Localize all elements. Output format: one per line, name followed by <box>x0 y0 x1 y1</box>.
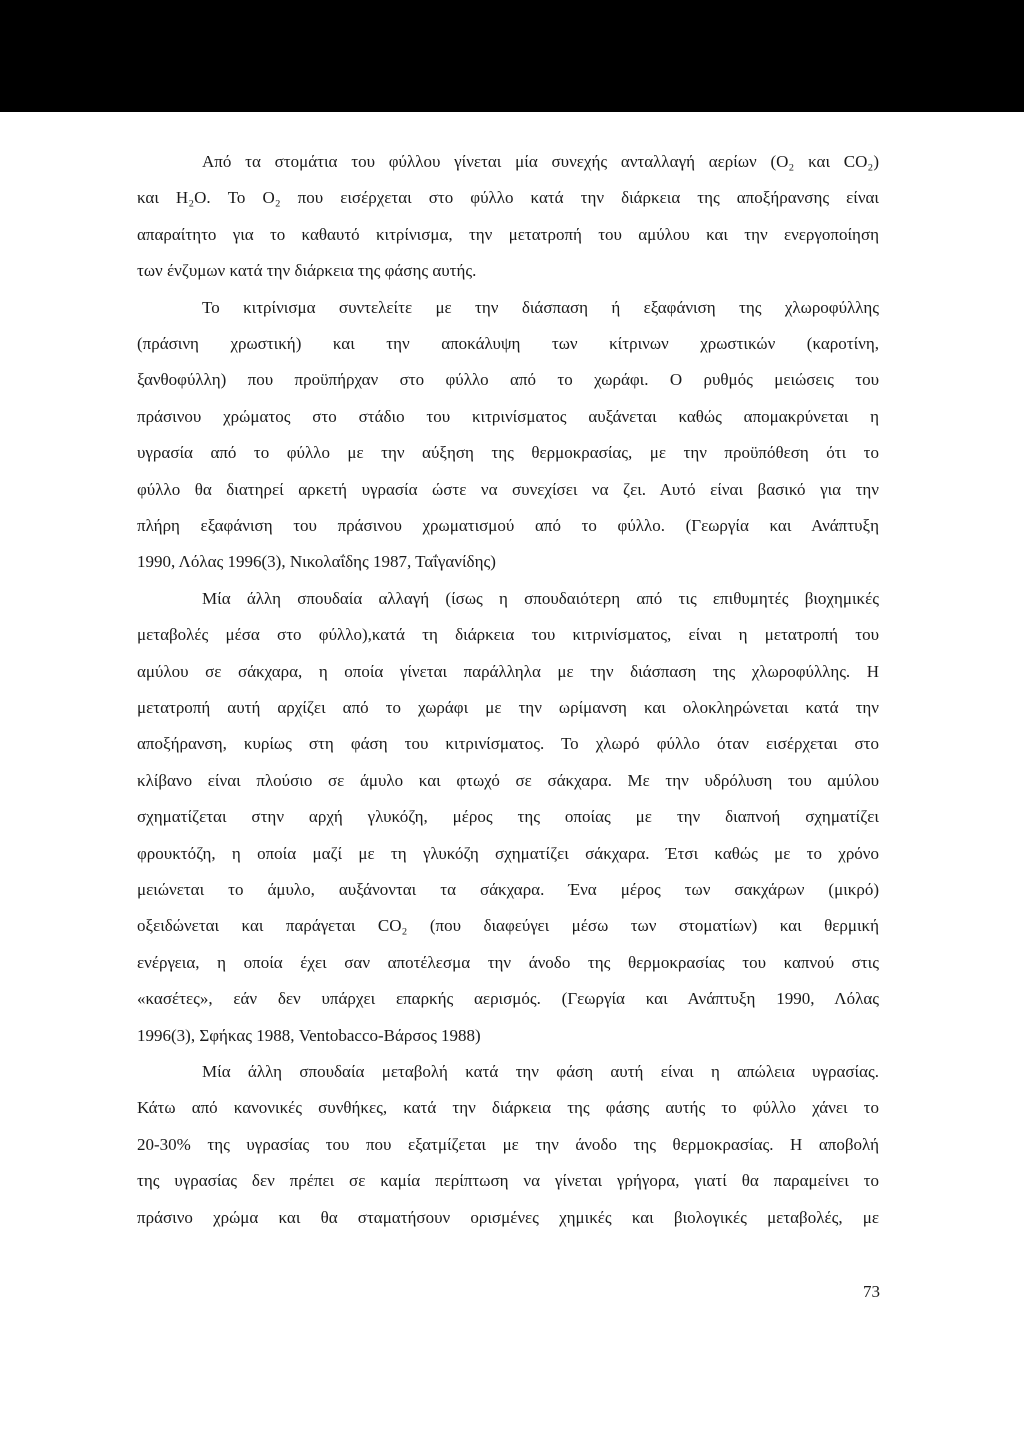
text-line: των ένζυμων κατά την διάρκεια της φάσης αυτής. <box>137 261 477 280</box>
text-line: μειώνεται το άμυλο, αυξάνονται τα σάκχαρα. Ένα μέρος των σακχάρων (μικρό) <box>137 880 879 899</box>
top-dark-band <box>0 0 1024 112</box>
text-line: μετατροπή αυτή αρχίζει από το χωράφι με την ωρίμανση και ολοκληρώνεται κατά την <box>137 698 879 717</box>
text-line: πράσινο χρώμα και θα σταματήσουν ορισμένες χημικές και βιολογικές μεταβολές, με <box>137 1208 879 1227</box>
text-line: φρουκτόζη, η οποία μαζί με τη γλυκόζη σχηματίζει σάκχαρα. Έτσι καθώς με το χρόνο <box>137 844 879 863</box>
text-line: «κασέτες», εάν δεν υπάρχει επαρκής αερισμός. (Γεωργία και Ανάπτυξη 1990, Λόλας <box>137 989 879 1008</box>
text-line: οξειδώνεται και παράγεται CO₂ (που διαφεύγει μέσω των στοματίων) και θερμική <box>137 916 879 935</box>
text-line: φύλλο θα διατηρεί αρκετή υγρασία ώστε να συνεχίσει να ζει. Αυτό είναι βασικό για την <box>137 480 879 499</box>
text-line: της υγρασίας δεν πρέπει σε καμία περίπτωση να γίνεται γρήγορα, γιατί θα παραμείνει το <box>137 1171 879 1190</box>
text-line: αποξήρανση, κυρίως στη φάση του κιτρινίσματος. Το χλωρό φύλλο όταν εισέρχεται στο <box>137 734 879 753</box>
text-line: Κάτω από κανονικές συνθήκες, κατά την διάρκεια της φάσης αυτής το φύλλο χάνει το <box>137 1098 879 1117</box>
text-line: πράσινου χρώματος στο στάδιο του κιτρινίσματος αυξάνεται καθώς απομακρύνεται η <box>137 407 879 426</box>
text-line: 1996(3), Σφήκας 1988, Ventobacco-Βάρσος 1988) <box>137 1026 481 1045</box>
text-line: ξανθοφύλλη) που προϋπήρχαν στο φύλλο από το χωράφι. Ο ρυθμός μειώσεις του <box>137 370 879 389</box>
page-number: 73 <box>863 1282 880 1301</box>
text-line: Μία άλλη σπουδαία αλλαγή (ίσως η σπουδαιότερη από τις επιθυμητές βιοχημικές <box>202 589 879 608</box>
text-line: αμύλου σε σάκχαρα, η οποία γίνεται παράλληλα με την διάσπαση της χλωροφύλλης. Η <box>137 662 879 681</box>
text-line: (πράσινη χρωστική) και την αποκάλυψη των κίτρινων χρωστικών (καροτίνη, <box>137 334 879 353</box>
text-line: Μία άλλη σπουδαία μεταβολή κατά την φάση αυτή είναι η απώλεια υγρασίας. <box>202 1062 879 1081</box>
text-line: Από τα στομάτια του φύλλου γίνεται μία συνεχής ανταλλαγή αερίων (O₂ και CO₂) <box>202 152 879 171</box>
text-line: απαραίτητο για το καθαυτό κιτρίνισμα, την μετατροπή του αμύλου και την ενεργοποίηση <box>137 225 879 244</box>
text-line: σχηματίζεται στην αρχή γλυκόζη, μέρος της οποίας με την διαπνοή σχηματίζει <box>137 807 879 826</box>
text-line: μεταβολές μέσα στο φύλλο),κατά τη διάρκεια του κιτρινίσματος, είναι η μετατροπή του <box>137 625 879 644</box>
text-line: ενέργεια, η οποία έχει σαν αποτέλεσμα την άνοδο της θερμοκρασίας του καπνού στις <box>137 953 879 972</box>
text-line: υγρασία από το φύλλο με την αύξηση της θερμοκρασίας, με την προϋπόθεση ότι το <box>137 443 879 462</box>
text-line: και H₂O. Το O₂ που εισέρχεται στο φύλλο κατά την διάρκεια της αποξήρανσης είναι <box>137 188 879 207</box>
text-line: 20-30% της υγρασίας του που εξατμίζεται με την άνοδο της θερμοκρασίας. Η αποβολή <box>137 1135 879 1154</box>
text-line: Το κιτρίνισμα συντελείτε με την διάσπαση ή εξαφάνιση της χλωροφύλλης <box>202 298 879 317</box>
text-line: 1990, Λόλας 1996(3), Νικολαΐδης 1987, Ταΐγανίδης) <box>137 552 496 571</box>
text-line: πλήρη εξαφάνιση του πράσινου χρωματισμού από το φύλλο. (Γεωργία και Ανάπτυξη <box>137 516 879 535</box>
text-line: κλίβανο είναι πλούσιο σε άμυλο και φτωχό σε σάκχαρα. Με την υδρόλυση του αμύλου <box>137 771 879 790</box>
